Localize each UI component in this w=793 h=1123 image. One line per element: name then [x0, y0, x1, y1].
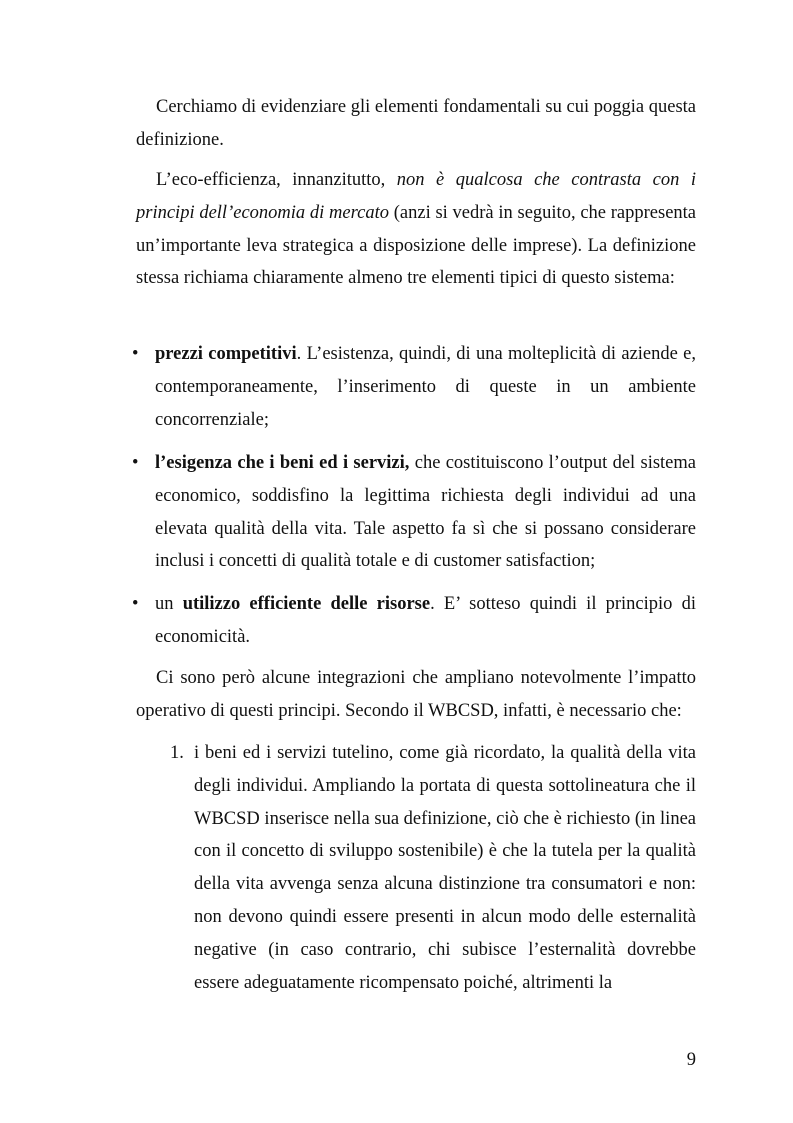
bullet-item-quality-text: che costituiscono l’output del sistema economico, soddisfino la legittima richiesta degli individui ad una elevata qualità della vita. Tale aspetto fa sì che si possano considerare inclusi i concetti di qualità totale e di customer satisfaction; — [155, 453, 696, 572]
bullet-item-resources — [155, 588, 696, 654]
bullet-icon: • — [132, 344, 139, 364]
bullet-item-quality-label: l’esigenza che i beni ed i servizi, — [155, 453, 410, 473]
paragraph-intro: Cerchiamo di evidenziare gli elementi fondamentali su cui poggia questa definizione. — [136, 97, 696, 150]
bullet-item-prices-label: prezzi competitivi — [155, 344, 297, 364]
bullet-item-resources-prefix: un — [155, 594, 183, 614]
bullet-icon: • — [132, 453, 139, 473]
bullet-item-quality — [155, 447, 696, 578]
list-number: 1. — [170, 743, 184, 763]
emphasis-market-principles: non è qualcosa che contrasta con i principi dell’economia di mercato — [136, 170, 696, 223]
bullet-item-resources-text: . E’ sotteso quindi il principio di economicità. — [155, 594, 696, 647]
page-number: 9 — [686, 1050, 696, 1070]
paragraph-eco-efficiency-continuation: (anzi si vedrà in seguito, che rappresenta un’importante leva strategica a disposizione delle imprese). La definizione stessa richiama chiaramente almeno tre elementi tipici di questo sistema: — [136, 202, 697, 289]
bullet-item-resources-label: utilizzo efficiente delle risorse — [182, 594, 431, 614]
paragraph-integrations: Ci sono però alcune integrazioni che ampliano notevolmente l’impatto operativo di questi principi. Secondo il WBCSD, infatti, è necessario che: — [136, 668, 696, 721]
paragraph-eco-efficiency — [136, 164, 696, 295]
bullet-icon: • — [132, 594, 139, 614]
bullet-item-prices — [155, 338, 696, 436]
bullet-item-prices-text: . L’esistenza, quindi, di una molteplicità di aziende e, contemporaneamente, l’inserimento di queste in un ambiente concorrenziale; — [155, 344, 696, 430]
numbered-item-1: i beni ed i servizi tutelino, come già ricordato, la qualità della vita degli individui. Ampliando la portata di questa sottolineatura che il WBCSD inserisce nella sua definizione, ciò che è richiesto (in linea con il concetto di sviluppo sostenibile) è che la tutela per la qualità della vita avvenga senza alcuna distinzione tra consumatori e non: non devono quindi essere presenti in alcun modo delle esternalità negative (in caso contrario, chi subisce l’esternalità dovrebbe essere adeguatamente ricompensato poiché, altrimenti la — [194, 743, 696, 993]
paragraph-eco-efficiency-text: L’eco-efficienza, innanzitutto, — [156, 170, 397, 190]
